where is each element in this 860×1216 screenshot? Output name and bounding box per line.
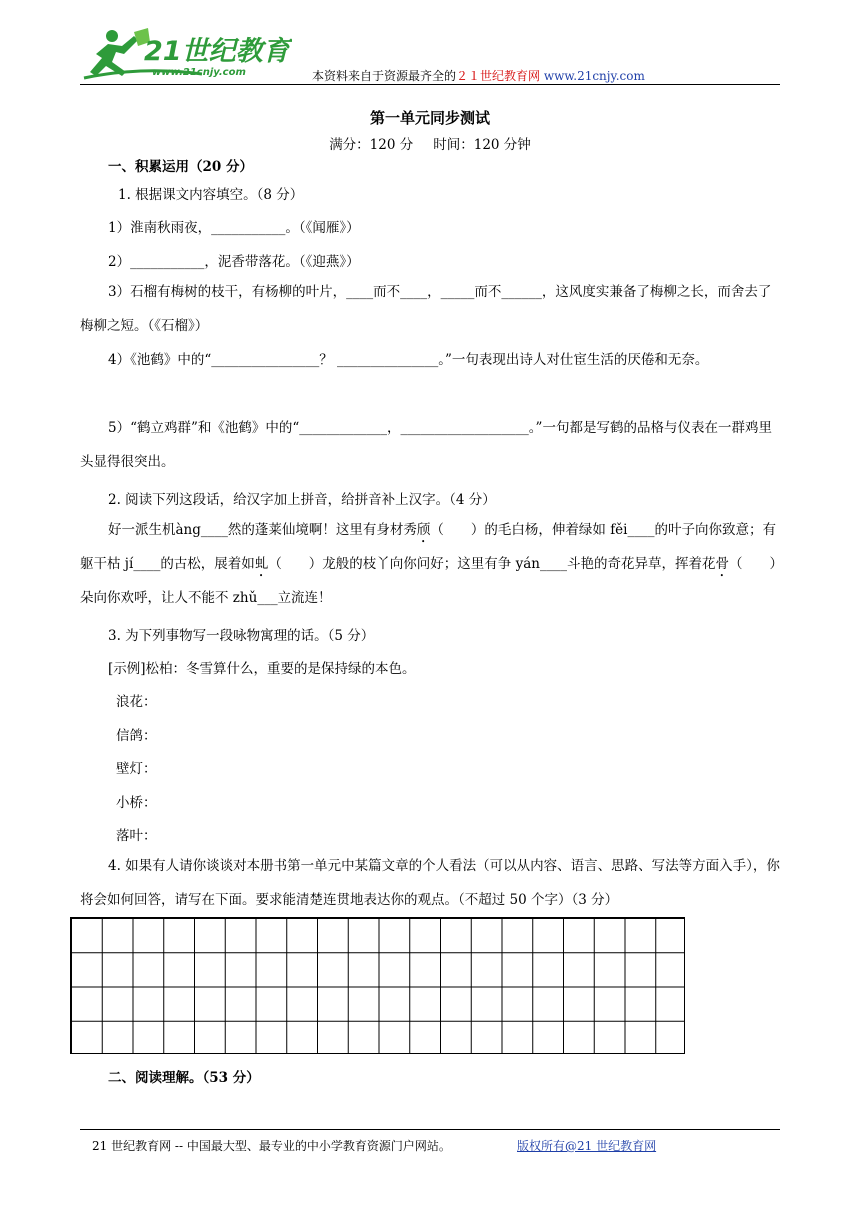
footer-copyright-link[interactable]: 版权所有@21 世纪教育网: [517, 1139, 657, 1153]
exam-time: 时间：120 分钟: [433, 137, 531, 153]
q2-stem: 2. 阅读下列这段话，给汉字加上拼音，给拼音补上汉字。（4 分）: [108, 492, 496, 508]
q1-item-5: 5）“鹤立鸡群”和《池鹤》中的“_____________，___________________。”一句都是写鹤的品格与仪表在一群鸡里头显得很突出。: [80, 420, 772, 470]
section2-heading: 二、阅读理解。（53 分）: [108, 1070, 260, 1086]
footer-divider: [80, 1129, 780, 1130]
header-divider: [80, 84, 780, 85]
q1-item-3: 3）石榴有梅树的枝干，有杨柳的叶片，____而不____，_____而不______，这风度实兼备了梅柳之长，而舍去了梅柳之短。（《石榴》）: [80, 284, 772, 334]
section1-heading: 一、积累运用（20 分）: [108, 159, 253, 175]
q2-passage: 好一派生机àng____然的蓬莱仙境啊！这里有身材秀颀（ ）的毛白杨，伸着绿如 fěi____的叶子向你致意；有躯干枯 jí____的古松，展着如虬（ ）龙般的枝丫向你问好；这里有争 yán____斗艳的奇花异草，挥着花骨（ ）朵向你欢呼，让人不能不 zhǔ___立流连！: [80, 522, 777, 606]
header-note-prefix: 本资料来自于资源最齐全的: [312, 69, 457, 83]
q3-item-1: 浪花：: [116, 694, 157, 710]
q4-stem: 4. 如果有人请你谈谈对本册书第一单元中某篇文章的个人看法（可以从内容、语言、思路、写法等方面入手），你将会如何回答，请写在下面。要求能清楚连贯地表达你的观点。（不超过 50 个字）（3 分）: [80, 858, 780, 908]
header-note: [312, 67, 645, 84]
q3-item-4: 小桥：: [116, 795, 157, 811]
page-title: 第一单元同步测试: [369, 109, 490, 127]
q3-item-2: 信鸽：: [116, 728, 157, 744]
answer-writing-grid[interactable]: [70, 917, 685, 1054]
q1-item-2: 2）___________，泥香带落花。（《迎燕》）: [108, 254, 360, 270]
q1-item-4: 4）《池鹤》中的“________________？ _______________。”一句表现出诗人对仕宦生活的厌倦和无奈。: [108, 352, 709, 368]
q3-example: [示例]松柏：冬雪算什么，重要的是保持绿的本色。: [108, 661, 416, 677]
q1-stem: 1. 根据课文内容填空。（8 分）: [118, 187, 304, 203]
header-site-url[interactable]: www.21cnjy.com: [543, 69, 645, 83]
q3-item-5: 落叶：: [116, 828, 157, 844]
exam-score: 满分：120 分: [329, 137, 414, 153]
q3-stem: 3. 为下列事物写一段咏物寓理的话。（5 分）: [108, 628, 375, 644]
header-site-name[interactable]: ２１世纪教育网: [456, 69, 541, 83]
logo-text: 21世纪教育: [144, 36, 290, 67]
exam-meta: [0, 133, 860, 153]
footer-text: 21 世纪教育网 -- 中国最大型、最专业的中小学教育资源门户网站。: [92, 1139, 451, 1153]
q3-item-3: 壁灯：: [116, 761, 157, 777]
logo-url: www.21cnjy.com: [152, 67, 246, 78]
q1-item-1: 1）淮南秋雨夜，___________。（《闻雁》）: [108, 220, 360, 236]
site-logo: [82, 26, 292, 84]
